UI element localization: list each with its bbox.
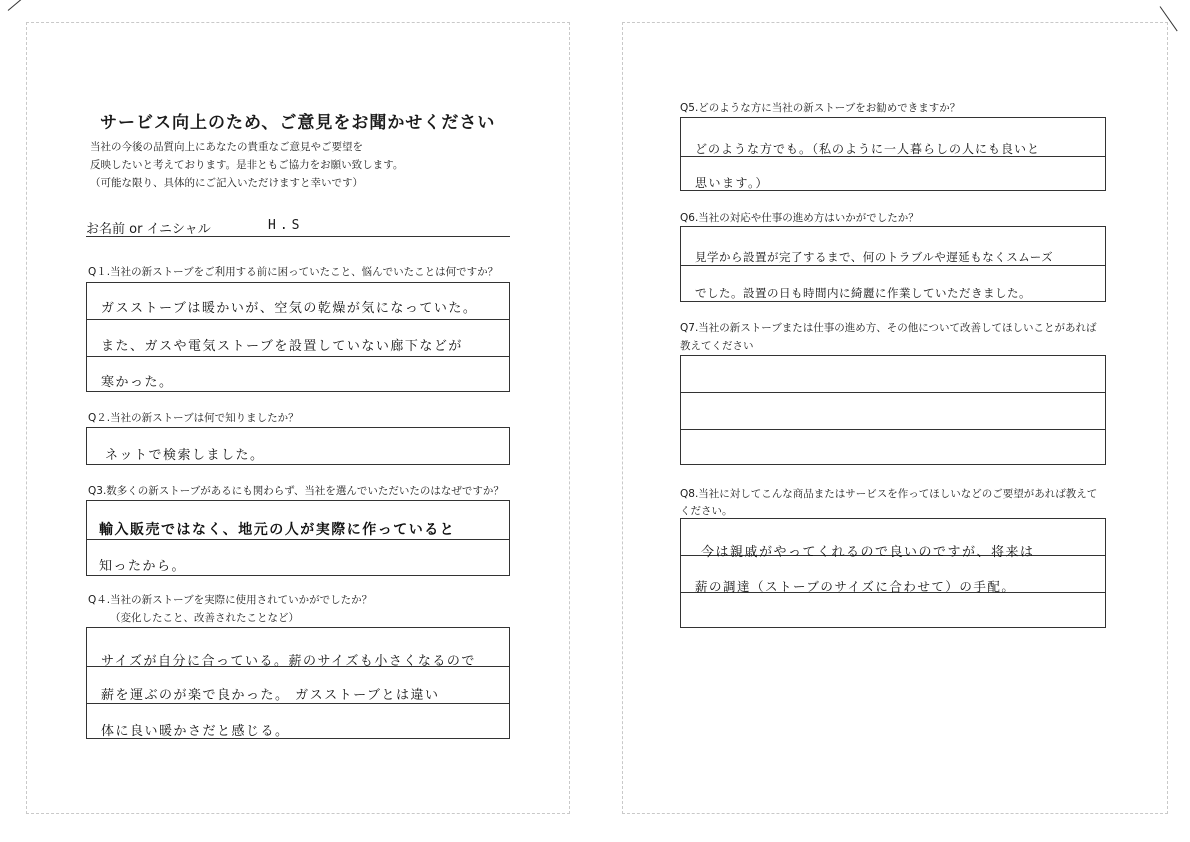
q5-answer-line: 思います。） [695, 176, 770, 190]
q2-answer-box[interactable] [86, 427, 510, 465]
q8-label: Q8.当社に対してこんな商品またはサービスを作ってほしいなどのご要望があれば教えて [680, 488, 1098, 500]
q7-label: Q7.当社の新ストーブまたは仕事の進め方、その他について改善してほしいことがあれば [680, 322, 1097, 334]
q8-answer-line: 薪の調達（ストーブのサイズに合わせて）の手配。 [695, 579, 1016, 594]
q5-answer-line: どのような方でも。（私のように一人暮らしの人にも良いと [695, 142, 1041, 156]
q8-answer-line: 今は親戚がやってくれるので良いのですが、将来は [701, 545, 1035, 560]
q6-label: Q6.当社の対応や仕事の進め方はいかがでしたか？ [680, 212, 919, 224]
q1-answer-line: 寒かった。 [101, 375, 174, 390]
q4-sublabel: （変化したこと、改善されたことなど） [110, 612, 299, 624]
q4-answer-line: 薪を運ぶのが楽で良かった。 ガスストーブとは違い [101, 688, 440, 703]
q1-answer-line: ガスストーブは暖かいが、空気の乾燥が気になっていた。 [101, 301, 478, 316]
q8-label-cont: ください。 [680, 505, 733, 517]
survey-title: サービス向上のため、ご意見をお聞かせください [100, 113, 496, 133]
q1-answer-box[interactable] [86, 282, 510, 392]
name-label: お名前 or イニシャル [86, 222, 211, 237]
q2-answer-line: ネットで検索しました。 [105, 448, 265, 463]
name-field[interactable] [86, 218, 510, 237]
q2-label: Q２.当社の新ストーブは何で知りましたか？ [88, 412, 299, 424]
q4-label: Q４.当社の新ストーブを実際に使用されていかがでしたか？ [88, 594, 373, 606]
intro-line: 当社の今後の品質向上にあなたの貴重なご意見やご要望を [90, 141, 363, 153]
q7-answer-box[interactable] [680, 355, 1106, 465]
q6-answer-line: 見学から設置が完了するまで、何のトラブルや遅延もなくスムーズ [695, 250, 1054, 264]
q6-answer-box[interactable] [680, 226, 1106, 302]
q7-label-cont: 教えてください [680, 340, 754, 352]
q4-answer-box[interactable] [86, 627, 510, 739]
intro-line: （可能な限り、具体的にご記入いただけますと幸いです） [90, 177, 363, 189]
q1-answer-line: また、ガスや電気ストーブを設置していない廊下などが [101, 339, 463, 354]
q3-answer-line: 輸入販売ではなく、地元の人が実際に作っていると [99, 522, 456, 538]
scan-mark [8, 0, 29, 11]
q6-answer-line: でした。設置の日も時間内に綺麗に作業していただきました。 [695, 286, 1031, 300]
q1-label: Q１.当社の新ストーブをご利用する前に困っていたこと、悩んでいたことは何ですか？ [88, 266, 499, 278]
name-value: H.S [268, 218, 304, 233]
intro-line: 反映したいと考えております。是非ともご協力をお願い致します。 [90, 159, 404, 171]
q4-answer-line: 体に良い暖かさだと感じる。 [101, 724, 290, 739]
q8-answer-box[interactable] [680, 518, 1106, 628]
q5-answer-box[interactable] [680, 117, 1106, 191]
q3-label: Q3.数多くの新ストーブがあるにも関わらず、当社を選んでいただいたのはなぜですか？ [88, 485, 504, 497]
q3-answer-line: 知ったから。 [99, 559, 187, 574]
q5-label: Q5.どのような方に当社の新ストーブをお勧めできますか？ [680, 102, 961, 114]
survey-intro [90, 138, 403, 192]
q3-answer-box[interactable] [86, 500, 510, 576]
q4-answer-line: サイズが自分に合っている。薪のサイズも小さくなるので [101, 654, 476, 669]
